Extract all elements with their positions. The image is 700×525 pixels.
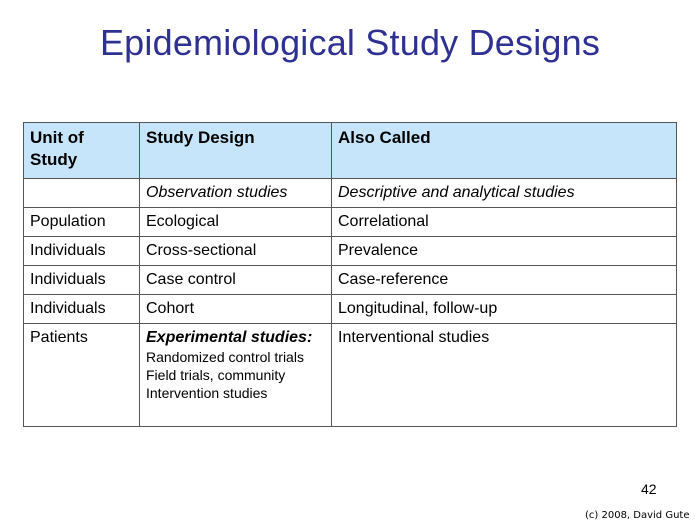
- cell-also-called: Case-reference: [332, 266, 677, 295]
- header-unit-of-study: Unit of Study: [24, 123, 140, 179]
- cell-also-called: Interventional studies: [332, 324, 677, 427]
- table-row: [24, 179, 677, 208]
- table-row: [24, 295, 677, 324]
- cell-unit: Patients: [24, 324, 140, 427]
- cell-design: Case control: [140, 266, 332, 295]
- cell-unit: Individuals: [24, 237, 140, 266]
- table-row: [24, 324, 677, 427]
- header-also-called: Also Called: [332, 123, 677, 179]
- cell-also-called: Correlational: [332, 208, 677, 237]
- slide-title: Epidemiological Study Designs: [99, 22, 601, 63]
- design-sub-item: Intervention studies: [146, 385, 268, 401]
- copyright-notice: (c) 2008, David Gute: [585, 510, 690, 521]
- cell-unit: Individuals: [24, 295, 140, 324]
- cell-unit: Individuals: [24, 266, 140, 295]
- cell-design: Cross-sectional: [140, 237, 332, 266]
- cell-design: Cohort: [140, 295, 332, 324]
- cell-also-called: Prevalence: [332, 237, 677, 266]
- cell-unit: [24, 179, 140, 208]
- experimental-studies-label: Experimental studies:: [146, 329, 313, 346]
- study-designs-table: [23, 122, 677, 427]
- cell-also-called: Longitudinal, follow-up: [332, 295, 677, 324]
- header-study-design: Study Design: [140, 123, 332, 179]
- table-row: [24, 208, 677, 237]
- page-number: 42: [641, 481, 657, 497]
- cell-design: [140, 324, 332, 427]
- table-row: [24, 237, 677, 266]
- table-header-row: [24, 123, 677, 179]
- design-sub-item: Randomized control trials: [146, 349, 304, 365]
- table-row: [24, 266, 677, 295]
- cell-design: Observation studies: [140, 179, 332, 208]
- cell-also-called: Descriptive and analytical studies: [332, 179, 677, 208]
- design-sub-item: Field trials, community: [146, 367, 286, 383]
- cell-design: Ecological: [140, 208, 332, 237]
- cell-unit: Population: [24, 208, 140, 237]
